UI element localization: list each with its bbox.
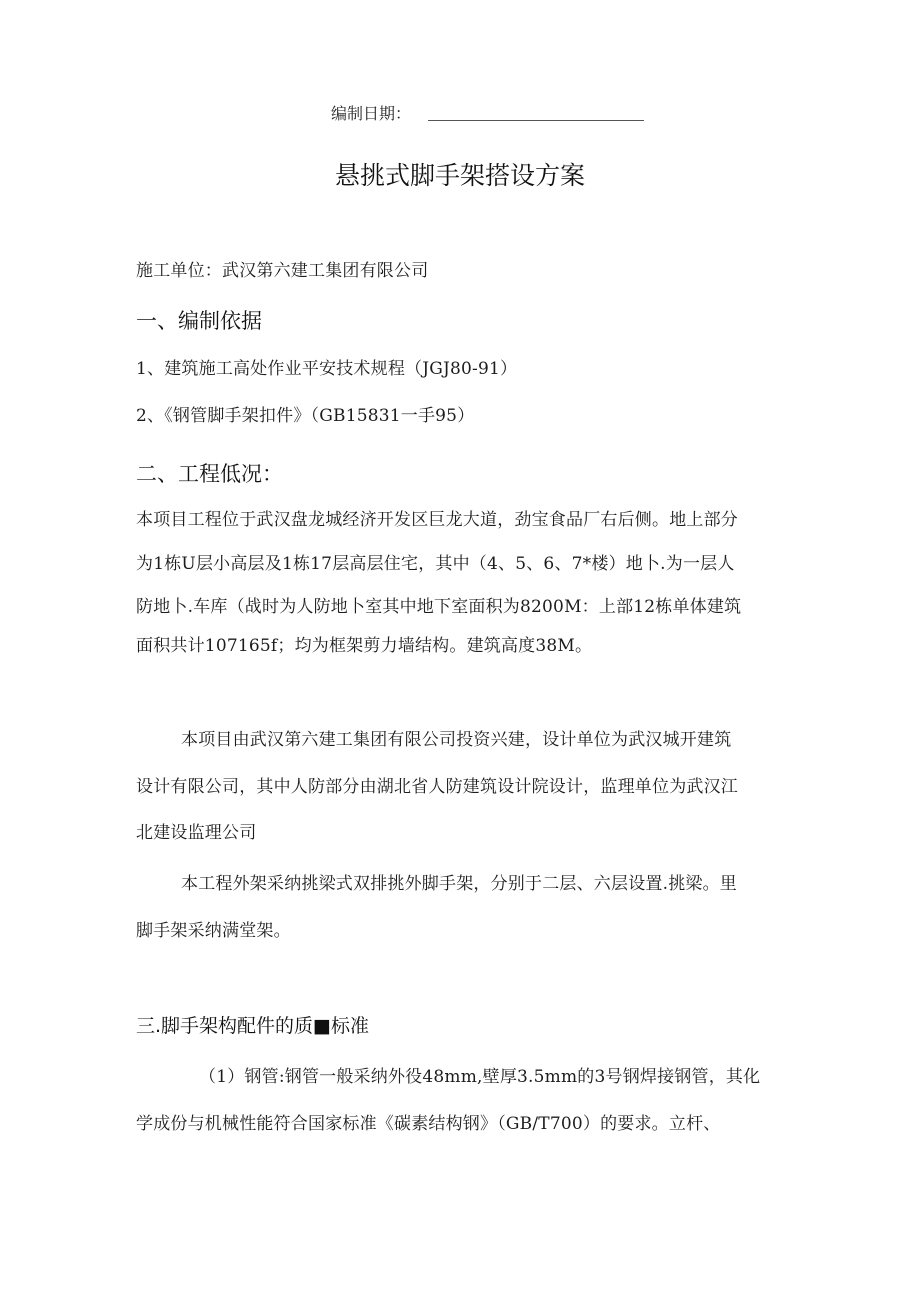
document-title: 悬挑式脚手架搭设方案 [334, 161, 585, 190]
section2-para2-line-2: 设计有限公司，其中人防部分由湖北省人防建筑设计院设计，监理单位为武汉江 [136, 777, 738, 797]
section2-para2-line-1: 本项目由武汉第六建工集团有限公司投资兴建，设计单位为武汉城开建筑 [181, 730, 732, 750]
section3-para1-line-2: 学成份与机械性能符合国家标准《碳素结构钢》（GB/T700）的要求。立杆、 [136, 1114, 721, 1134]
section3-heading: 三.脚手架构配件的质■标准 [136, 1015, 369, 1037]
construction-unit: 施工单位：武汉第六建工集团有限公司 [136, 261, 429, 281]
section2-para2-line-3: 北建设监理公司 [136, 823, 257, 843]
section3-para1-line-1: （1）钢管:钢管一般采纳外役48mm,壁厚3.5mm的3号钢焊接钢管，其化 [199, 1067, 761, 1087]
section2-para1-line-2: 为1栋U层小高层及1栋17层高层住宅，其中（4、5、6、7*楼）地卜.为一层人 [136, 554, 735, 574]
compile-date-blank-line [428, 120, 644, 121]
section1-heading: 一、编制依据 [136, 309, 262, 333]
section2-para3-line-1: 本工程外架采纳挑梁式双排挑外脚手架，分别于二层、六层设置.挑梁。里 [181, 874, 738, 894]
section2-para1-line-1: 本项目工程位于武汉盘龙城经济开发区巨龙大道，劲宝食品厂右后侧。地上部分 [136, 510, 738, 530]
compile-date-label: 编制日期： [331, 104, 412, 123]
section2-para3-line-2: 脚手架采纳满堂架。 [136, 921, 291, 941]
section2-para1-line-4: 面积共计107165f；均为框架剪力墙结构。建筑高度38M。 [136, 636, 593, 656]
section1-item-1: 1、建筑施工高处作业平安技术规程（JGJ80-91） [136, 359, 518, 379]
section1-item-2: 2、《钢管脚手架扣件》（GB15831一手95） [136, 406, 475, 426]
section2-para1-line-3: 防地卜.车库（战时为人防地卜室其中地下室面积为8200M：上部12栋单体建筑 [136, 597, 742, 617]
section2-heading: 二、工程低况： [136, 462, 283, 486]
